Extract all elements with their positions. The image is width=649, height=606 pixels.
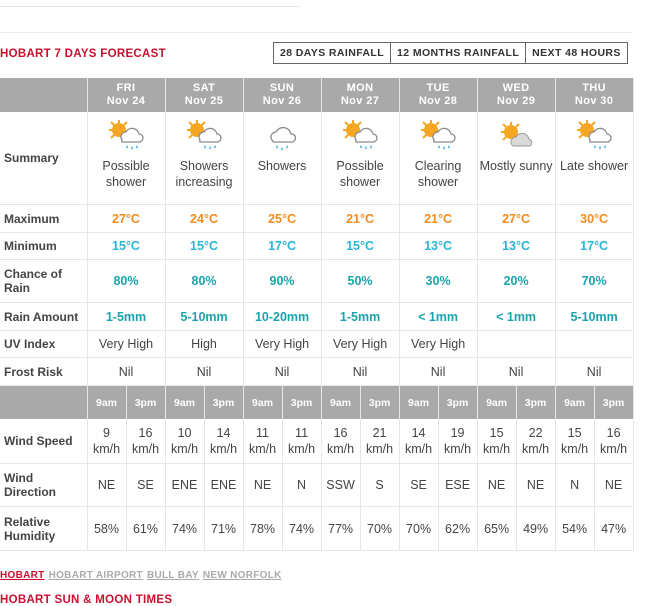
corner-cell bbox=[0, 78, 87, 112]
frost-risk-row-label: Frost Risk bbox=[4, 364, 63, 379]
rain-amount-row-value: < 1mm bbox=[496, 309, 537, 324]
humidity-row-label: Relative Humidity bbox=[4, 514, 56, 543]
wind-unit: km/h bbox=[444, 442, 472, 456]
wind-speed-value: 16 bbox=[606, 426, 621, 440]
humidity-row-cell bbox=[555, 507, 594, 551]
uv-index-row-label-cell bbox=[0, 331, 87, 358]
minimum-row-value: 17°C bbox=[580, 239, 609, 253]
time-label: 3pm bbox=[134, 396, 157, 409]
summary-row bbox=[0, 112, 633, 205]
frost-risk-row-cell bbox=[477, 358, 555, 386]
wind-direction-row-cell bbox=[555, 464, 594, 507]
cloud-rain-icon bbox=[244, 118, 321, 154]
wind-direction-row-cell bbox=[282, 464, 321, 507]
time-label: 3pm bbox=[290, 396, 313, 409]
day-date: Nov 27 bbox=[340, 95, 380, 107]
location-link[interactable]: BULL BAY bbox=[146, 570, 199, 581]
humidity-row-value: 77% bbox=[328, 521, 354, 536]
time-corner-cell bbox=[0, 386, 87, 420]
uv-index-row-value: Very High bbox=[98, 337, 154, 351]
section-divider bbox=[0, 32, 632, 33]
maximum-row-value: 24°C bbox=[190, 211, 218, 226]
wind-direction-row-value: ENE bbox=[210, 478, 237, 492]
summary-cell bbox=[321, 112, 399, 205]
location-link[interactable]: HOBART bbox=[0, 570, 45, 581]
wind-speed-value: 9 bbox=[103, 426, 110, 440]
rain-amount-row-cell bbox=[243, 303, 321, 331]
time-cell bbox=[477, 386, 516, 420]
sun-cloud-icon bbox=[478, 118, 555, 154]
wind-speed-row bbox=[0, 419, 633, 464]
time-cell bbox=[438, 386, 477, 420]
day-name: THU bbox=[582, 82, 606, 94]
time-label: 3pm bbox=[602, 396, 625, 409]
day-date: Nov 29 bbox=[496, 95, 536, 107]
humidity-row-value: 70% bbox=[406, 521, 432, 536]
12-months-rainfall-button[interactable]: 12 MONTHS RAINFALL bbox=[390, 42, 526, 64]
summary-text: Clearing shower bbox=[414, 159, 462, 189]
wind-speed-value: 22 bbox=[528, 426, 543, 440]
day-name: SUN bbox=[269, 82, 295, 94]
day-name: FRI bbox=[116, 82, 136, 94]
time-cell bbox=[360, 386, 399, 420]
wind-direction-row-value: N bbox=[570, 478, 580, 492]
humidity-row-cell bbox=[360, 507, 399, 551]
wind-direction-row-value: SE bbox=[137, 478, 154, 492]
time-label: 9am bbox=[564, 396, 586, 409]
wind-speed-row-cell bbox=[204, 419, 243, 464]
chance-rain-row-value: 30% bbox=[425, 274, 451, 288]
maximum-row-value: 30°C bbox=[580, 211, 609, 226]
sun-moon-title: HOBART SUN & MOON TIMES bbox=[0, 594, 173, 606]
summary-text: Possible shower bbox=[102, 159, 150, 189]
day-header bbox=[243, 78, 321, 112]
time-label: 3pm bbox=[446, 396, 469, 409]
sun-cloud-rain-icon bbox=[556, 118, 633, 154]
time-label: 9am bbox=[174, 396, 196, 409]
rain-amount-row-cell bbox=[321, 303, 399, 331]
chance-rain-row bbox=[0, 260, 633, 303]
frost-risk-row-value: Nil bbox=[430, 364, 446, 379]
wind-direction-row-cell bbox=[204, 464, 243, 507]
day-header-row bbox=[0, 78, 633, 112]
humidity-row-cell bbox=[438, 507, 477, 551]
maximum-row-cell bbox=[243, 205, 321, 233]
time-cell bbox=[594, 386, 633, 420]
summary-text: Mostly sunny bbox=[479, 159, 553, 173]
humidity-row-cell bbox=[516, 507, 555, 551]
frost-risk-row-cell bbox=[87, 358, 165, 386]
next-48-hours-button[interactable]: NEXT 48 HOURS bbox=[525, 42, 628, 64]
wind-speed-row-cell bbox=[360, 419, 399, 464]
humidity-row-cell bbox=[477, 507, 516, 551]
wind-speed-row-cell bbox=[516, 419, 555, 464]
time-cell bbox=[555, 386, 594, 420]
rain-amount-row-value: 1-5mm bbox=[105, 309, 147, 324]
humidity-row bbox=[0, 507, 633, 551]
wind-direction-row-value: N bbox=[297, 478, 307, 492]
summary-cell bbox=[87, 112, 165, 205]
minimum-row-cell bbox=[555, 233, 633, 260]
wind-direction-row-value: SSW bbox=[326, 478, 355, 492]
humidity-row-value: 58% bbox=[93, 521, 120, 536]
wind-speed-row-cell bbox=[438, 419, 477, 464]
wind-direction-row-value: ESE bbox=[445, 478, 471, 492]
minimum-row-cell bbox=[477, 233, 555, 260]
time-label: 9am bbox=[486, 396, 508, 409]
summary-cell bbox=[399, 112, 477, 205]
sun-cloud-rain-icon bbox=[88, 118, 165, 154]
humidity-row-label-cell bbox=[0, 507, 87, 551]
wind-unit: km/h bbox=[483, 442, 511, 456]
uv-index-row bbox=[0, 331, 633, 358]
time-cell bbox=[243, 386, 282, 420]
summary-text: Possible shower bbox=[336, 159, 384, 189]
day-header bbox=[321, 78, 399, 112]
minimum-row-cell bbox=[321, 233, 399, 260]
chance-rain-row-cell bbox=[165, 260, 243, 303]
chance-rain-row-value: 90% bbox=[269, 274, 295, 288]
sun-cloud-rain-icon bbox=[400, 118, 477, 154]
minimum-row bbox=[0, 233, 633, 260]
humidity-row-value: 47% bbox=[601, 521, 627, 536]
frost-risk-row-cell bbox=[243, 358, 321, 386]
rain-amount-row-value: < 1mm bbox=[418, 309, 459, 324]
sun-cloud-rain-icon bbox=[166, 118, 243, 154]
top-divider bbox=[0, 0, 300, 7]
summary-label-cell bbox=[0, 112, 87, 205]
humidity-row-cell bbox=[243, 507, 282, 551]
rain-amount-row-cell bbox=[165, 303, 243, 331]
uv-index-row-cell bbox=[477, 331, 555, 358]
wind-direction-row-value: NE bbox=[253, 478, 272, 492]
chance-rain-row-value: 50% bbox=[347, 274, 373, 288]
wind-direction-row-cell bbox=[87, 464, 126, 507]
wind-unit: km/h bbox=[92, 442, 121, 456]
day-date: Nov 28 bbox=[418, 95, 458, 107]
28-days-rainfall-button[interactable]: 28 DAYS RAINFALL bbox=[273, 42, 391, 64]
summary-label: Summary bbox=[4, 151, 59, 165]
wind-direction-row-value: NE bbox=[526, 478, 545, 492]
maximum-row-cell bbox=[321, 205, 399, 233]
day-name: SAT bbox=[192, 82, 216, 94]
time-label: 3pm bbox=[524, 396, 547, 409]
minimum-row-value: 15°C bbox=[346, 239, 375, 253]
sun-cloud-rain-icon bbox=[322, 118, 399, 154]
maximum-row-cell bbox=[399, 205, 477, 233]
uv-index-row-value: High bbox=[191, 337, 217, 351]
day-name: MON bbox=[346, 82, 374, 94]
humidity-row-value: 49% bbox=[523, 521, 549, 536]
rain-amount-row-label-cell bbox=[0, 303, 87, 331]
humidity-row-cell bbox=[399, 507, 438, 551]
wind-direction-row bbox=[0, 464, 633, 507]
forecast-buttons bbox=[274, 42, 628, 64]
maximum-row-cell bbox=[87, 205, 165, 233]
rain-amount-row bbox=[0, 303, 633, 331]
wind-direction-row-value: NE bbox=[487, 478, 506, 492]
chance-rain-row-value: 20% bbox=[503, 274, 529, 288]
maximum-row-cell bbox=[477, 205, 555, 233]
uv-index-row-cell bbox=[399, 331, 477, 358]
humidity-row-value: 54% bbox=[562, 521, 588, 536]
day-header bbox=[87, 78, 165, 112]
wind-speed-value: 19 bbox=[450, 426, 465, 440]
frost-risk-row-value: Nil bbox=[586, 364, 602, 379]
wind-unit: km/h bbox=[522, 442, 550, 456]
wind-unit: km/h bbox=[561, 442, 589, 456]
wind-direction-row-value: NE bbox=[604, 478, 623, 492]
time-cell bbox=[165, 386, 204, 420]
chance-rain-row-label-cell bbox=[0, 260, 87, 303]
time-label: 9am bbox=[95, 396, 117, 409]
humidity-row-value: 74% bbox=[289, 521, 315, 536]
humidity-row-value: 65% bbox=[484, 521, 510, 536]
wind-direction-row-label: Wind Direction bbox=[4, 471, 57, 499]
maximum-row-label: Maximum bbox=[4, 211, 60, 226]
wind-unit: km/h bbox=[209, 442, 238, 456]
wind-direction-row-cell bbox=[477, 464, 516, 507]
day-header bbox=[555, 78, 633, 112]
chance-rain-row-value: 80% bbox=[191, 274, 217, 288]
uv-index-row-cell bbox=[87, 331, 165, 358]
humidity-row-cell bbox=[282, 507, 321, 551]
location-link[interactable]: HOBART AIRPORT bbox=[48, 570, 143, 581]
time-label: 9am bbox=[252, 396, 274, 409]
time-label: 9am bbox=[408, 396, 430, 409]
wind-direction-row-cell bbox=[594, 464, 633, 507]
chance-rain-row-cell bbox=[477, 260, 555, 303]
wind-direction-row-cell bbox=[126, 464, 165, 507]
wind-speed-row-label: Wind Speed bbox=[4, 434, 73, 448]
wind-unit: km/h bbox=[405, 442, 433, 456]
rain-amount-row-cell bbox=[477, 303, 555, 331]
wind-unit: km/h bbox=[170, 442, 199, 456]
wind-direction-row-cell bbox=[165, 464, 204, 507]
time-cell bbox=[126, 386, 165, 420]
minimum-row-value: 17°C bbox=[268, 239, 296, 253]
maximum-row-value: 27°C bbox=[112, 211, 140, 226]
minimum-row-cell bbox=[243, 233, 321, 260]
humidity-row-value: 71% bbox=[211, 521, 237, 536]
summary-text: Showers increasing bbox=[175, 159, 233, 189]
wind-speed-row-cell bbox=[321, 419, 360, 464]
minimum-row-value: 13°C bbox=[424, 239, 453, 253]
minimum-row-value: 15°C bbox=[190, 239, 218, 253]
time-label: 3pm bbox=[212, 396, 235, 409]
chance-rain-row-cell bbox=[243, 260, 321, 303]
wind-unit: km/h bbox=[600, 442, 628, 456]
humidity-row-value: 78% bbox=[250, 521, 276, 536]
wind-direction-row-value: SE bbox=[410, 478, 427, 492]
uv-index-row-label: UV Index bbox=[4, 337, 56, 351]
wind-speed-value: 15 bbox=[567, 426, 582, 440]
maximum-row-cell bbox=[555, 205, 633, 233]
summary-cell bbox=[165, 112, 243, 205]
rain-amount-row-cell bbox=[399, 303, 477, 331]
wind-speed-value: 10 bbox=[177, 426, 192, 440]
wind-speed-row-cell bbox=[87, 419, 126, 464]
maximum-row-value: 21°C bbox=[424, 211, 453, 226]
time-header-row bbox=[0, 386, 633, 420]
wind-speed-row-cell bbox=[243, 419, 282, 464]
humidity-row-value: 62% bbox=[445, 521, 471, 536]
wind-direction-row-cell bbox=[243, 464, 282, 507]
frost-risk-row-value: Nil bbox=[196, 364, 212, 379]
wind-unit: km/h bbox=[248, 442, 277, 456]
wind-speed-row-cell bbox=[594, 419, 633, 464]
frost-risk-row-value: Nil bbox=[508, 364, 524, 379]
time-cell bbox=[282, 386, 321, 420]
wind-speed-value: 16 bbox=[138, 426, 153, 440]
forecast-title: HOBART 7 DAYS FORECAST bbox=[0, 48, 166, 60]
maximum-row-cell bbox=[165, 205, 243, 233]
wind-speed-row-cell bbox=[555, 419, 594, 464]
rain-amount-row-value: 1-5mm bbox=[339, 309, 381, 324]
maximum-row-value: 25°C bbox=[268, 211, 296, 226]
maximum-row-label-cell bbox=[0, 205, 87, 233]
maximum-row-value: 27°C bbox=[502, 211, 531, 226]
uv-index-row-cell bbox=[321, 331, 399, 358]
humidity-row-cell bbox=[87, 507, 126, 551]
day-header bbox=[477, 78, 555, 112]
humidity-row-cell bbox=[594, 507, 633, 551]
humidity-row-cell bbox=[321, 507, 360, 551]
frost-risk-row-value: Nil bbox=[118, 364, 134, 379]
wind-unit: km/h bbox=[287, 442, 316, 456]
chance-rain-row-cell bbox=[399, 260, 477, 303]
humidity-row-value: 74% bbox=[172, 521, 198, 536]
minimum-row-value: 15°C bbox=[112, 239, 140, 253]
chance-rain-row-label: Chance of Rain bbox=[4, 267, 63, 295]
uv-index-row-value: Very High bbox=[332, 337, 388, 351]
wind-speed-row-cell bbox=[282, 419, 321, 464]
time-cell bbox=[399, 386, 438, 420]
day-name: TUE bbox=[426, 82, 450, 94]
day-header bbox=[165, 78, 243, 112]
minimum-row-cell bbox=[399, 233, 477, 260]
day-header bbox=[399, 78, 477, 112]
forecast-table bbox=[0, 78, 634, 551]
location-link[interactable]: NEW NORFOLK bbox=[202, 570, 282, 581]
uv-index-row-cell bbox=[555, 331, 633, 358]
wind-direction-row-cell bbox=[360, 464, 399, 507]
maximum-row-value: 21°C bbox=[346, 211, 375, 226]
frost-risk-row-cell bbox=[399, 358, 477, 386]
humidity-row-cell bbox=[126, 507, 165, 551]
wind-direction-row-value: S bbox=[375, 478, 384, 492]
time-label: 3pm bbox=[368, 396, 391, 409]
time-cell bbox=[516, 386, 555, 420]
rain-amount-row-cell bbox=[87, 303, 165, 331]
maximum-row bbox=[0, 205, 633, 233]
chance-rain-row-cell bbox=[87, 260, 165, 303]
frost-risk-row-value: Nil bbox=[352, 364, 368, 379]
uv-index-row-value: Very High bbox=[410, 337, 466, 351]
summary-text: Late shower bbox=[560, 159, 629, 173]
chance-rain-row-value: 70% bbox=[581, 274, 607, 288]
wind-unit: km/h bbox=[131, 442, 160, 456]
uv-index-row-cell bbox=[243, 331, 321, 358]
wind-unit: km/h bbox=[366, 442, 394, 456]
chance-rain-row-value: 80% bbox=[113, 274, 139, 288]
wind-direction-row-cell bbox=[399, 464, 438, 507]
wind-speed-value: 16 bbox=[333, 426, 348, 440]
wind-speed-value: 14 bbox=[216, 426, 231, 440]
rain-amount-row-label: Rain Amount bbox=[4, 309, 79, 324]
minimum-row-value: 13°C bbox=[502, 239, 531, 253]
wind-speed-row-cell bbox=[399, 419, 438, 464]
humidity-row-value: 61% bbox=[132, 521, 159, 536]
summary-cell bbox=[477, 112, 555, 205]
minimum-row-label: Minimum bbox=[4, 239, 57, 253]
wind-speed-value: 14 bbox=[411, 426, 426, 440]
wind-direction-row-value: ENE bbox=[171, 478, 198, 492]
humidity-row-cell bbox=[204, 507, 243, 551]
wind-speed-value: 15 bbox=[489, 426, 504, 440]
wind-speed-row-cell bbox=[165, 419, 204, 464]
summary-text: Showers bbox=[257, 159, 307, 173]
frost-risk-row-value: Nil bbox=[274, 364, 290, 379]
uv-index-row-cell bbox=[165, 331, 243, 358]
wind-direction-row-cell bbox=[438, 464, 477, 507]
humidity-row-value: 70% bbox=[367, 521, 393, 536]
day-date: Nov 24 bbox=[106, 95, 146, 107]
day-date: Nov 25 bbox=[184, 95, 224, 107]
frost-risk-row bbox=[0, 358, 633, 386]
wind-direction-row-label-cell bbox=[0, 464, 87, 507]
wind-direction-row-value: NE bbox=[97, 478, 116, 492]
day-date: Nov 30 bbox=[574, 95, 614, 107]
summary-cell bbox=[243, 112, 321, 205]
location-links bbox=[0, 570, 286, 581]
time-label: 9am bbox=[330, 396, 352, 409]
summary-cell bbox=[555, 112, 633, 205]
wind-speed-row-cell bbox=[126, 419, 165, 464]
wind-speed-value: 11 bbox=[256, 426, 270, 440]
minimum-row-cell bbox=[87, 233, 165, 260]
rain-amount-row-cell bbox=[555, 303, 633, 331]
time-cell bbox=[87, 386, 126, 420]
frost-risk-row-cell bbox=[165, 358, 243, 386]
humidity-row-cell bbox=[165, 507, 204, 551]
minimum-row-cell bbox=[165, 233, 243, 260]
chance-rain-row-cell bbox=[555, 260, 633, 303]
uv-index-row-value: Very High bbox=[254, 337, 310, 351]
wind-direction-row-cell bbox=[516, 464, 555, 507]
chance-rain-row-cell bbox=[321, 260, 399, 303]
frost-risk-row-cell bbox=[555, 358, 633, 386]
rain-amount-row-value: 5-10mm bbox=[180, 309, 228, 324]
rain-amount-row-value: 5-10mm bbox=[570, 309, 618, 324]
wind-direction-row-cell bbox=[321, 464, 360, 507]
day-date: Nov 26 bbox=[262, 95, 302, 107]
wind-speed-row-cell bbox=[477, 419, 516, 464]
frost-risk-row-cell bbox=[321, 358, 399, 386]
time-cell bbox=[204, 386, 243, 420]
frost-risk-row-label-cell bbox=[0, 358, 87, 386]
wind-speed-value: 21 bbox=[372, 426, 387, 440]
rain-amount-row-value: 10-20mm bbox=[254, 309, 310, 324]
time-cell bbox=[321, 386, 360, 420]
wind-speed-row-label-cell bbox=[0, 419, 87, 464]
minimum-row-label-cell bbox=[0, 233, 87, 260]
wind-speed-value: 11 bbox=[295, 426, 309, 440]
day-name: WED bbox=[502, 82, 530, 94]
wind-unit: km/h bbox=[327, 442, 355, 456]
